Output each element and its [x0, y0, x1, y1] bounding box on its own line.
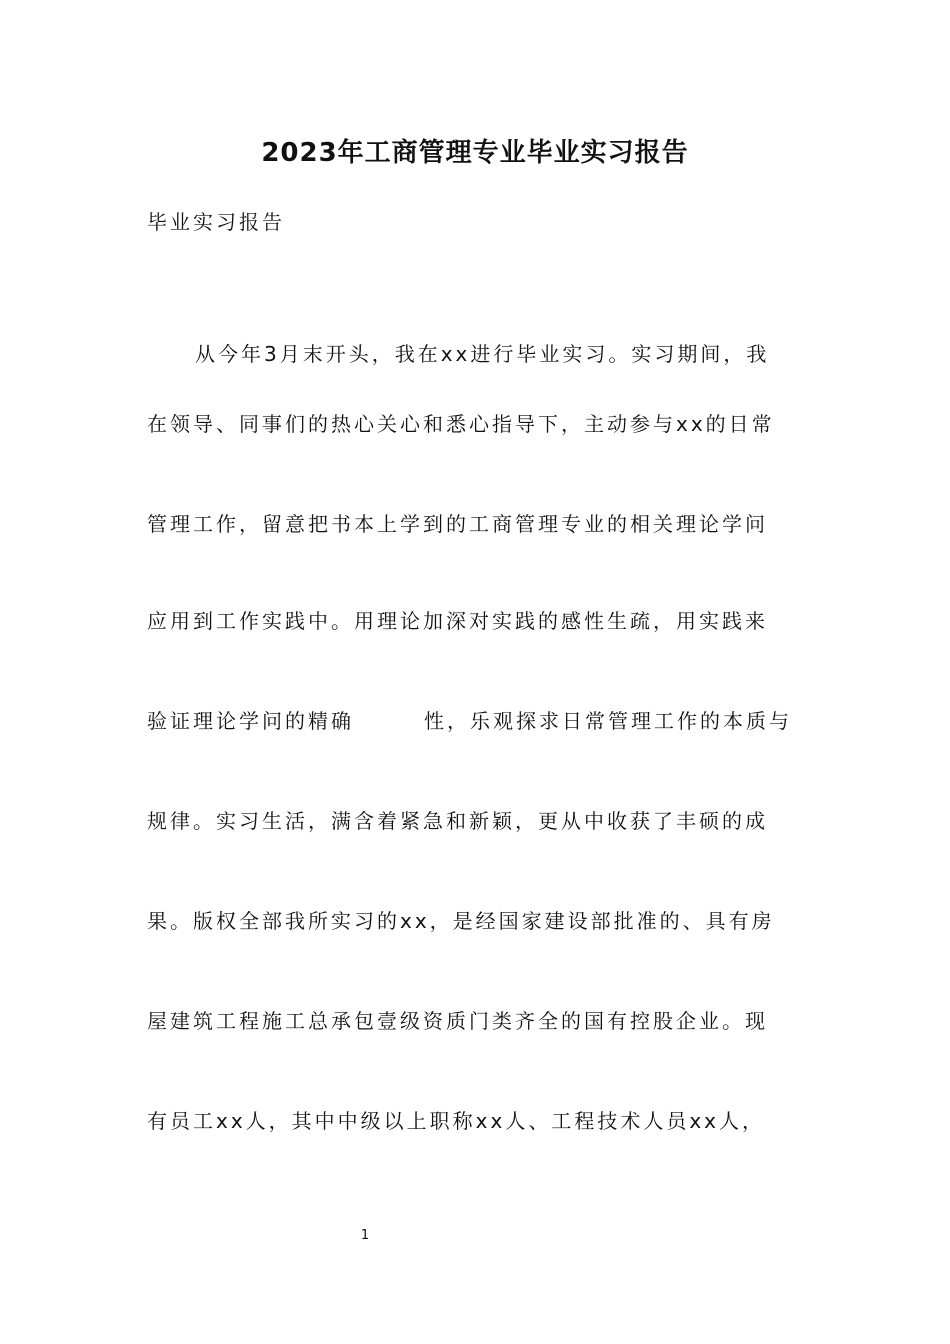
paragraph-line: 果。版权全部我所实习的xx，是经国家建设部批准的、具有房 [147, 909, 775, 933]
paragraph-line: 管理工作，留意把书本上学到的工商管理专业的相关理论学问 [147, 512, 768, 536]
paragraph-line: 在领导、同事们的热心关心和悉心指导下，主动参与xx的日常 [147, 412, 775, 436]
paragraph-line-part: 验证理论学问的精确 [147, 709, 354, 733]
paragraph-line: 有员工xx人，其中中级以上职称xx人、工程技术人员xx人， [147, 1109, 766, 1133]
section-heading: 毕业实习报告 [147, 210, 285, 234]
paragraph-line-part: 性，乐观探求日常管理工作的本质与 [424, 709, 792, 733]
paragraph-line: 规律。实习生活，满含着紧急和新颖，更从中收获了丰硕的成 [147, 809, 768, 833]
page-title: 2023年工商管理专业毕业实习报告 [261, 138, 689, 168]
paragraph-line [147, 705, 807, 734]
paragraph-line: 屋建筑工程施工总承包壹级资质门类齐全的国有控股企业。现 [147, 1009, 768, 1033]
paragraph-line: 应用到工作实践中。用理论加深对实践的感性生疏，用实践来 [147, 609, 768, 633]
page-number: 1 [360, 1228, 370, 1243]
paragraph-line: 从今年3月末开头，我在xx进行毕业实习。实习期间，我 [195, 342, 770, 366]
